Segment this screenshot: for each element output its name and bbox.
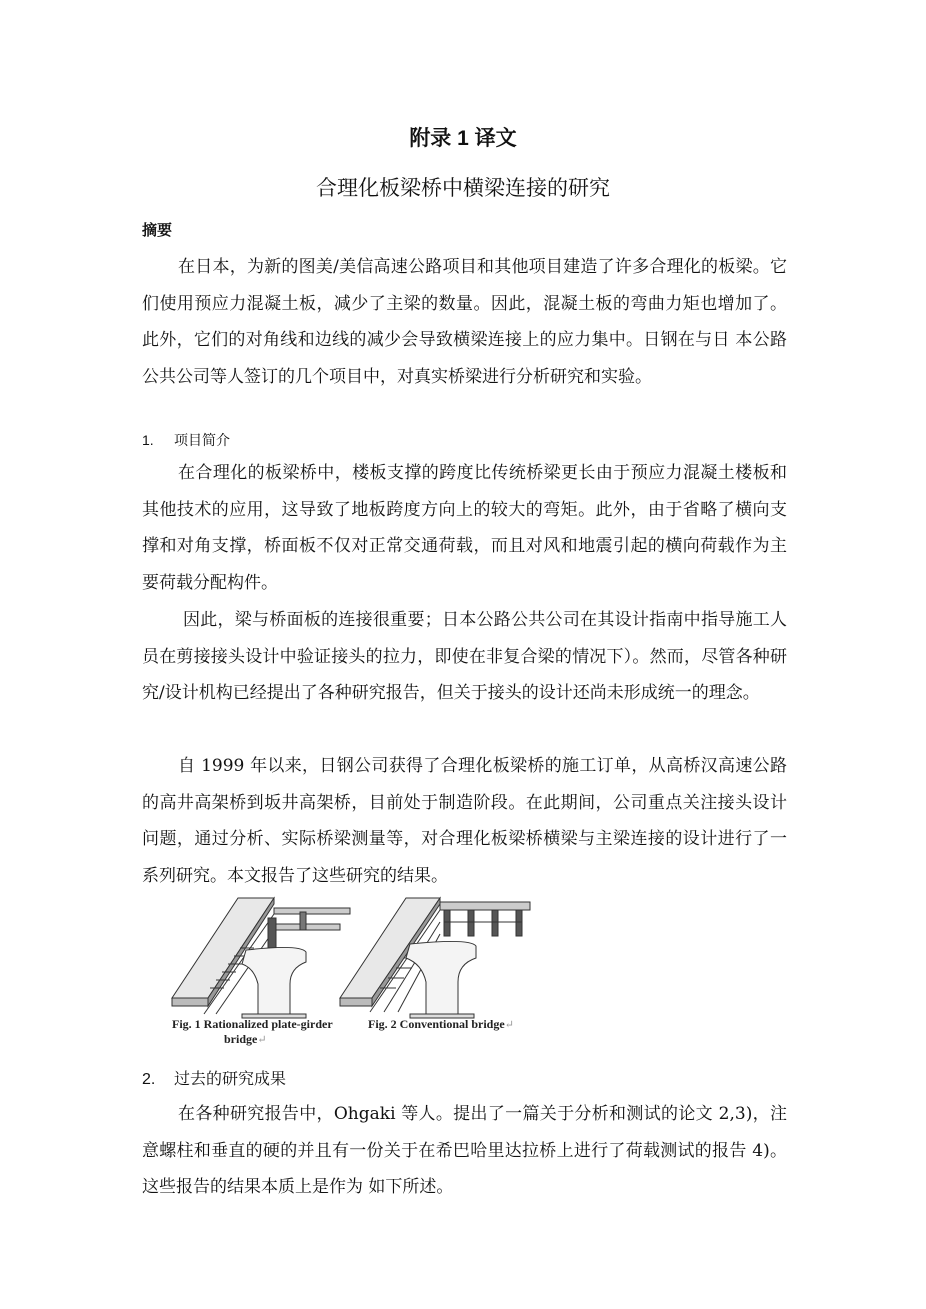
abstract-label: 摘要 <box>142 222 173 239</box>
section-2-title: 过去的研究成果 <box>174 1071 287 1088</box>
figure-1-caption-line-1: Fig. 1 Rationalized plate-girder <box>172 1017 333 1031</box>
section-1-heading <box>142 430 230 450</box>
rationalized-bridge-drawing <box>172 898 350 1018</box>
conventional-bridge-drawing <box>340 898 530 1018</box>
figure-2-caption <box>368 1017 528 1033</box>
section-1-paragraph-1: 在合理化的板梁桥中，楼板支撑的跨度比传统桥梁更长由于预应力混凝土楼板和其他技术的应用，这导致了地板跨度方向上的较大的弯矩。此外，由于省略了横向支撑和对角支撑，桥面板不仅对正常交通荷载，而且对风和地震引起的横向荷载作为主要荷载分配构件。 <box>142 463 787 593</box>
section-1-paragraph-2: 因此，梁与桥面板的连接很重要；日本公路公共公司在其设计指南中指导施工人员在剪接接头设计中验证接头的拉力，即使在非复合梁的情况下）。然而，尽管各种研究/设计机构已经提出了各种研究报告，但关于接头的设计还尚未形成统一的理念。 <box>142 610 787 703</box>
figure-1-caption <box>172 1017 362 1048</box>
figure-2-caption-text: Fig. 2 Conventional bridge <box>368 1017 505 1031</box>
appendix-title: 附录 1 译文 <box>409 127 517 150</box>
section-1-number: 1. <box>142 432 154 448</box>
return-mark: ↵ <box>504 1019 514 1031</box>
section-1-paragraph-3: 自 1999 年以来，日钢公司获得了合理化板梁桥的施工订单，从高桥汉高速公路的高井高架桥到坂井高架桥，目前处于制造阶段。在此期间，公司重点关注接头设计问题，通过分析、实际桥梁测量等，对合理化板梁桥横梁与主梁连接的设计进行了一系列研究。本文报告了这些研究的结果。 <box>142 756 787 886</box>
section-2-paragraph: 在各种研究报告中，Ohgaki 等人。提出了一篇关于分析和测试的论文 2,3)，注意螺柱和垂直的硬的并且有一份关于在希巴哈里达拉桥上进行了荷载测试的报告 4)。这些报告的结果本质上是作为 如下所述。 <box>142 1104 787 1197</box>
return-mark: ↵ <box>257 1034 267 1046</box>
section-1-title: 项目简介 <box>174 432 230 448</box>
abstract-paragraph: 在日本，为新的图美/美信高速公路项目和其他项目建造了许多合理化的板梁。它们使用预应力混凝土板，减少了主梁的数量。因此，混凝土板的弯曲力矩也增加了。此外，它们的对角线和边线的减少会导致横梁连接上的应力集中。日钢在与日 本公路公共公司等人签订的几个项目中，对真实桥梁进行分析研究和实验。 <box>142 257 787 387</box>
figure-1-caption-line-2: bridge <box>224 1032 258 1046</box>
section-2-number: 2. <box>142 1071 156 1088</box>
section-2-heading <box>142 1066 286 1089</box>
paper-title: 合理化板梁桥中横梁连接的研究 <box>316 177 610 200</box>
